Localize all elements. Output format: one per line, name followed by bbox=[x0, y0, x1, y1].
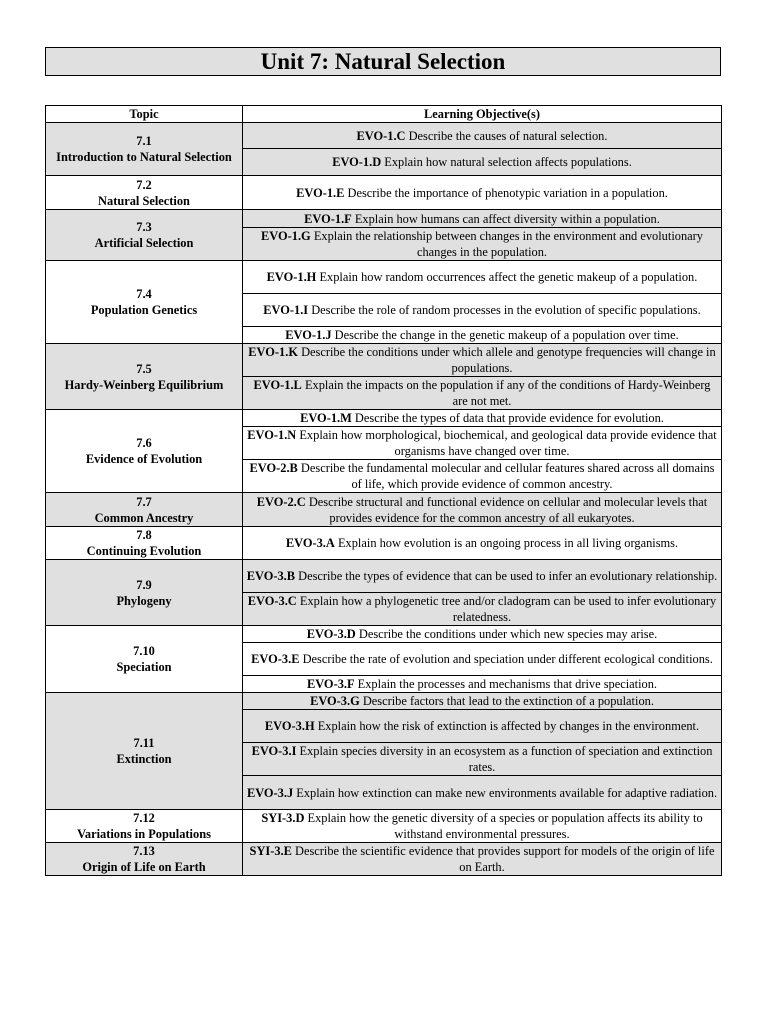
objective-code: EVO-3.G bbox=[310, 694, 360, 708]
objective-code: EVO-3.E bbox=[251, 652, 300, 666]
topic-cell bbox=[46, 693, 243, 810]
objective-cell bbox=[243, 176, 722, 210]
topic-name: Introduction to Natural Selection bbox=[56, 150, 232, 164]
table-row bbox=[46, 560, 722, 593]
topic-column-header: Topic bbox=[46, 106, 243, 123]
objective-cell bbox=[243, 294, 722, 327]
objective-code: EVO-1.K bbox=[248, 345, 298, 359]
objective-text: Explain how random occurrences affect the genetic makeup of a population. bbox=[319, 270, 698, 284]
objective-cell bbox=[243, 261, 722, 294]
objective-cell bbox=[243, 710, 722, 743]
table-row bbox=[46, 176, 722, 210]
objective-cell bbox=[243, 427, 722, 460]
topic-number: 7.9 bbox=[136, 577, 152, 592]
topic-name: Speciation bbox=[116, 660, 172, 674]
objective-text: Explain the impacts on the population if any of the conditions of Hardy-Weinberg are not met. bbox=[304, 378, 711, 408]
objective-text: Explain the processes and mechanisms that drive speciation. bbox=[357, 677, 658, 691]
topic-number: 7.3 bbox=[136, 220, 152, 234]
topic-name: Hardy-Weinberg Equilibrium bbox=[64, 377, 224, 392]
objective-text: Describe the importance of phenotypic variation in a population. bbox=[347, 185, 668, 200]
table-row bbox=[46, 693, 722, 710]
table-header-row bbox=[46, 106, 722, 123]
objective-code: EVO-3.B bbox=[246, 569, 296, 583]
objective-code: EVO-3.C bbox=[247, 594, 297, 608]
topic-name: Extinction bbox=[116, 752, 172, 766]
objective-cell bbox=[243, 676, 722, 693]
objective-cell bbox=[243, 228, 722, 261]
objective-text: Describe the scientific evidence that provides support for models of the origin of life on Earth. bbox=[295, 844, 715, 874]
table-body bbox=[46, 123, 722, 876]
objective-text: Explain how morphological, biochemical, and geological data provide evidence that organisms have changed over time. bbox=[299, 428, 717, 458]
topic-number: 7.11 bbox=[133, 736, 155, 750]
objective-text: Explain how a phylogenetic tree and/or cladogram can be used to infer evolutionary relatedness. bbox=[299, 594, 717, 624]
objective-cell bbox=[243, 776, 722, 810]
objective-code: EVO-3.D bbox=[306, 627, 356, 641]
objectives-column-header: Learning Objective(s) bbox=[243, 106, 722, 123]
objective-code: EVO-1.H bbox=[266, 270, 317, 284]
table-row bbox=[46, 843, 722, 876]
topic-cell bbox=[46, 626, 243, 693]
objective-cell bbox=[243, 377, 722, 410]
topic-cell bbox=[46, 210, 243, 261]
objective-text: Explain species diversity in an ecosystem as a function of speciation and extinction rates. bbox=[299, 744, 713, 774]
topic-name: Continuing Evolution bbox=[86, 544, 202, 558]
objective-text: Describe the conditions under which allele and genotype frequencies will change in populations. bbox=[301, 345, 716, 375]
objective-code: EVO-3.J bbox=[246, 785, 294, 800]
topic-cell bbox=[46, 560, 243, 626]
objective-cell bbox=[243, 643, 722, 676]
topic-name: Origin of Life on Earth bbox=[82, 860, 206, 874]
objective-code: EVO-1.L bbox=[253, 378, 302, 392]
topic-cell bbox=[46, 410, 243, 493]
objective-text: Describe the causes of natural selection. bbox=[408, 128, 608, 143]
table-row bbox=[46, 527, 722, 560]
objective-cell bbox=[243, 527, 722, 560]
topic-cell bbox=[46, 123, 243, 176]
topic-name: Variations in Populations bbox=[77, 827, 211, 841]
objective-code: EVO-1.N bbox=[247, 428, 297, 442]
objective-text: Explain how the risk of extinction is affected by changes in the environment. bbox=[317, 719, 700, 733]
topic-cell bbox=[46, 810, 243, 843]
table-row bbox=[46, 493, 722, 527]
objective-code: SYI-3.D bbox=[261, 811, 305, 825]
objective-code: EVO-2.B bbox=[249, 461, 298, 475]
objective-cell bbox=[243, 149, 722, 176]
table-row bbox=[46, 261, 722, 294]
objective-code: EVO-1.C bbox=[356, 128, 406, 143]
topic-name: Common Ancestry bbox=[94, 510, 194, 525]
objective-cell bbox=[243, 626, 722, 643]
objective-cell bbox=[243, 493, 722, 527]
objective-code: EVO-1.D bbox=[332, 155, 382, 169]
topic-cell bbox=[46, 344, 243, 410]
topic-number: 7.12 bbox=[133, 811, 155, 825]
objective-text: Describe the types of data that provide evidence for evolution. bbox=[354, 411, 664, 425]
objective-code: EVO-3.A bbox=[285, 536, 335, 550]
objective-text: Explain how humans can affect diversity within a population. bbox=[354, 211, 660, 226]
table-row bbox=[46, 210, 722, 228]
objective-cell bbox=[243, 410, 722, 427]
objective-code: EVO-1.I bbox=[263, 303, 309, 317]
objective-cell bbox=[243, 560, 722, 593]
objective-text: Describe the conditions under which new species may arise. bbox=[358, 627, 658, 641]
objective-code: SYI-3.E bbox=[249, 844, 292, 858]
topic-number: 7.7 bbox=[136, 494, 152, 509]
topic-number: 7.10 bbox=[133, 644, 155, 658]
objective-text: Explain how evolution is an ongoing process in all living organisms. bbox=[337, 536, 679, 550]
topic-name: Natural Selection bbox=[98, 193, 190, 208]
objective-text: Describe the role of random processes in the evolution of specific populations. bbox=[311, 303, 701, 317]
objective-cell bbox=[243, 693, 722, 710]
table-row bbox=[46, 810, 722, 843]
objective-code: EVO-2.C bbox=[256, 494, 306, 509]
objective-cell bbox=[243, 843, 722, 876]
objective-text: Explain how natural selection affects populations. bbox=[384, 155, 632, 169]
page-title: Unit 7: Natural Selection bbox=[45, 47, 721, 76]
objective-code: EVO-1.M bbox=[300, 411, 352, 425]
learning-objectives-table bbox=[45, 105, 722, 876]
objective-text: Explain the relationship between changes in the environment and evolutionary changes in the population. bbox=[313, 229, 703, 259]
objective-cell bbox=[243, 327, 722, 344]
topic-name: Evidence of Evolution bbox=[85, 452, 203, 466]
objective-code: EVO-1.E bbox=[296, 185, 345, 200]
objective-cell bbox=[243, 123, 722, 149]
objective-text: Explain how extinction can make new environments available for adaptive radiation. bbox=[296, 785, 718, 800]
table-row bbox=[46, 410, 722, 427]
objective-text: Explain how the genetic diversity of a species or population affects its ability to withstand environmental pressures. bbox=[307, 811, 703, 841]
objective-code: EVO-1.G bbox=[261, 229, 311, 243]
objective-text: Describe the types of evidence that can be used to infer an evolutionary relationship. bbox=[298, 569, 718, 583]
topic-cell bbox=[46, 527, 243, 560]
topic-cell bbox=[46, 493, 243, 527]
topic-cell bbox=[46, 261, 243, 344]
objective-code: EVO-3.F bbox=[306, 677, 355, 691]
topic-number: 7.5 bbox=[136, 361, 152, 376]
topic-number: 7.13 bbox=[133, 844, 155, 858]
objective-cell bbox=[243, 593, 722, 626]
topic-number: 7.8 bbox=[136, 528, 152, 542]
objective-cell bbox=[243, 810, 722, 843]
topic-number: 7.6 bbox=[136, 436, 152, 450]
table-row bbox=[46, 123, 722, 149]
objective-cell bbox=[243, 743, 722, 776]
objective-cell bbox=[243, 344, 722, 377]
objective-code: EVO-3.I bbox=[251, 744, 297, 758]
objective-code: EVO-3.H bbox=[264, 719, 315, 733]
objective-text: Describe factors that lead to the extinction of a population. bbox=[362, 694, 654, 708]
objective-code: EVO-1.J bbox=[285, 328, 332, 342]
table-row bbox=[46, 626, 722, 643]
topic-cell bbox=[46, 176, 243, 210]
objective-cell bbox=[243, 210, 722, 228]
objective-text: Describe structural and functional evidence on cellular and molecular levels that provides evidence for the common ancestry of all eukaryotes. bbox=[308, 494, 708, 525]
objective-code: EVO-1.F bbox=[304, 211, 352, 226]
objective-cell bbox=[243, 460, 722, 493]
topic-name: Artificial Selection bbox=[94, 236, 194, 250]
topic-cell bbox=[46, 843, 243, 876]
table-row bbox=[46, 344, 722, 377]
objective-text: Describe the rate of evolution and speciation under different ecological conditions. bbox=[302, 652, 713, 666]
objective-text: Describe the fundamental molecular and cellular features shared across all domains of life, which provide evidence of common ancestry. bbox=[300, 461, 715, 491]
topic-name: Population Genetics bbox=[90, 303, 198, 317]
topic-number: 7.4 bbox=[136, 287, 152, 301]
objective-text: Describe the change in the genetic makeup of a population over time. bbox=[334, 328, 679, 342]
topic-number: 7.2 bbox=[136, 177, 152, 192]
topic-number: 7.1 bbox=[136, 134, 152, 148]
topic-name: Phylogeny bbox=[116, 593, 172, 608]
